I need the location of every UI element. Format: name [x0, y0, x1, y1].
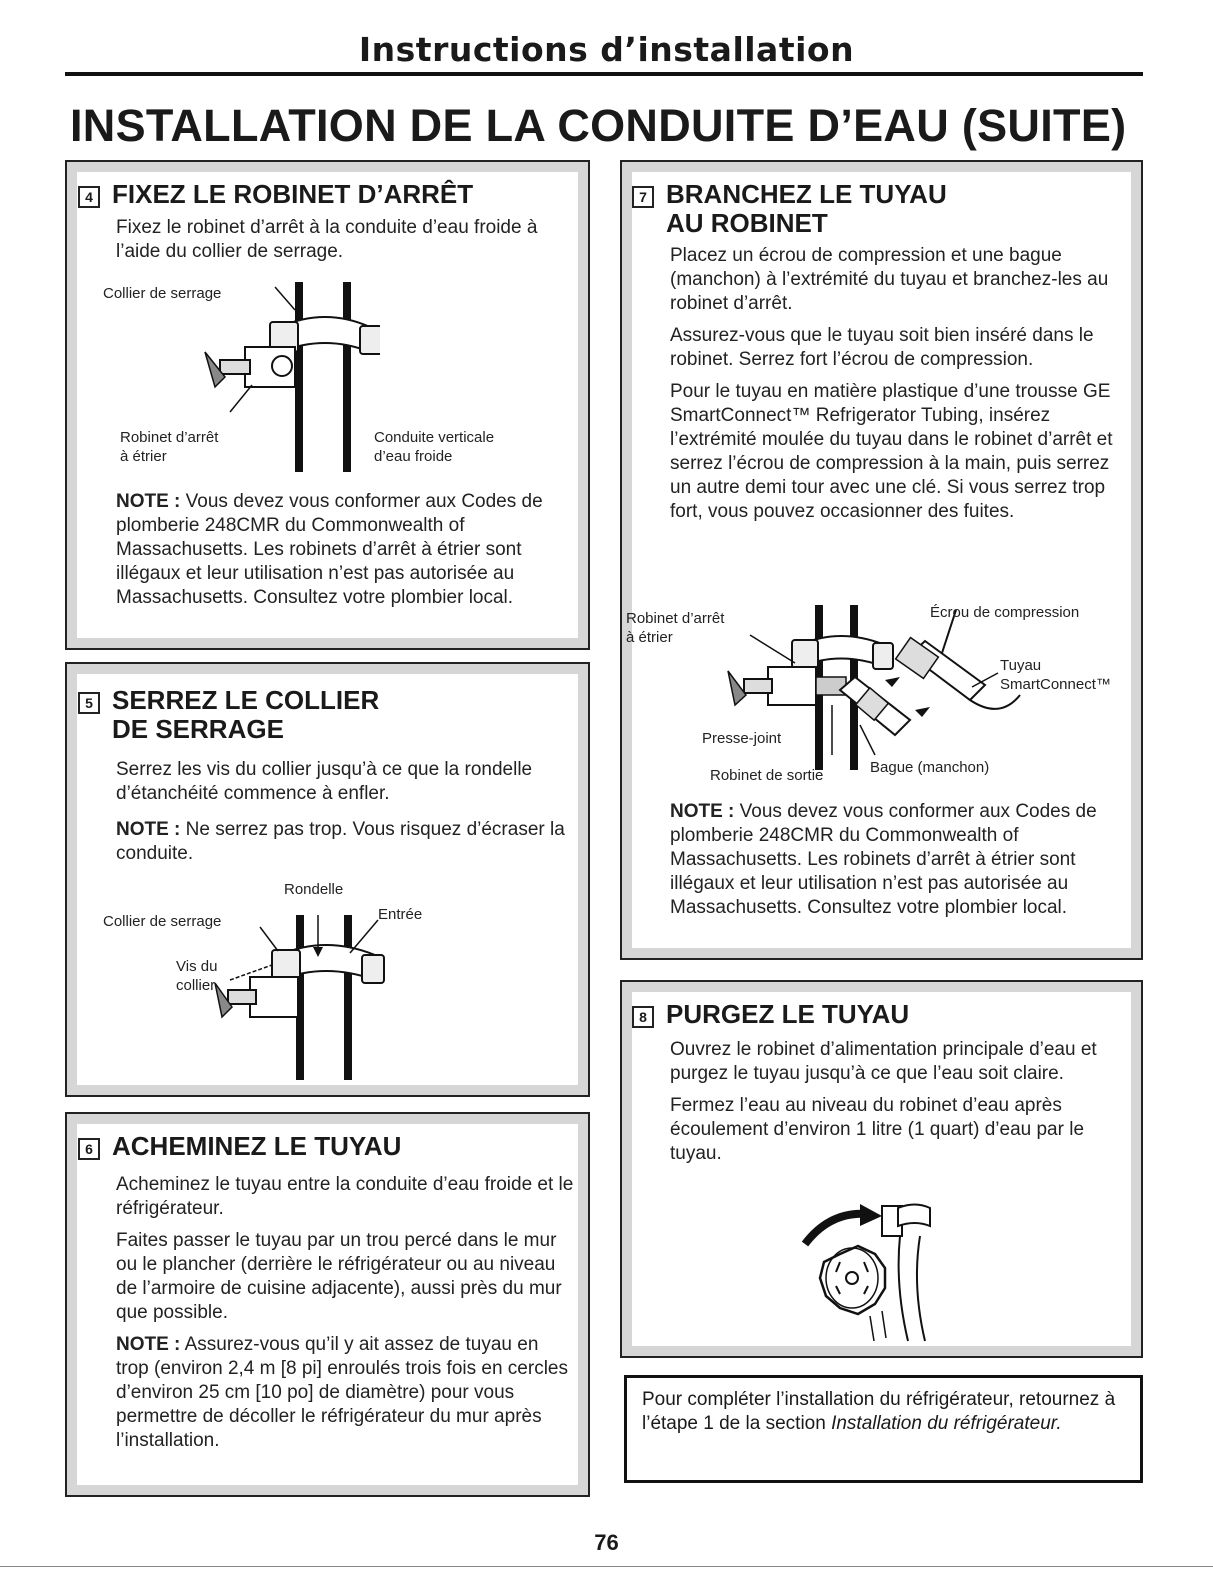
header-title: Instructions d’installation	[358, 30, 855, 69]
step-5-label-vis-2: collier	[176, 977, 216, 994]
step-7-label-tuyau-1: Tuyau	[1000, 657, 1042, 674]
step-4-note-text: Vous devez vous conformer aux Codes de plomberie 248CMR du Commonwealth of Massachusetts. Les robinets d’arrêt à étrier sont illégaux et leur utilisation n’est pas autorisée au Massachusetts. Consultez votre plombier local.	[116, 491, 543, 608]
step-5-number: 5	[78, 692, 100, 714]
valve-handle-icon	[800, 1196, 940, 1344]
step-4-label-robinet-1: Robinet d’arrêt	[120, 429, 219, 446]
step-5-title-line-1: SERREZ LE COLLIER	[112, 685, 380, 715]
step-7-paragraph-1: Placez un écrou de compression et une bague (manchon) à l’extrémité du tuyau et branchez-les au robinet d’arrêt.	[670, 245, 1109, 314]
step-6-note-label: NOTE :	[116, 1334, 181, 1355]
step-7-label-presse: Presse-joint	[702, 730, 782, 747]
step-4-heading	[78, 180, 473, 209]
header-rule	[65, 72, 1143, 76]
step-5-label-collier: Collier de serrage	[103, 913, 222, 930]
step-5-heading	[78, 686, 379, 744]
step-5-label-vis-1: Vis du	[176, 958, 218, 975]
step-6-paragraph-1: Acheminez le tuyau entre la conduite d’eau froide et le réfrigérateur.	[116, 1174, 574, 1219]
step-8-title: PURGEZ LE TUYAU	[666, 999, 910, 1029]
step-5-illustration	[210, 915, 390, 1080]
step-7-label-tuyau-2: SmartConnect™	[1000, 676, 1111, 693]
step-7-label-sortie: Robinet de sortie	[710, 767, 824, 784]
step-4-label-conduite-2: d’eau froide	[374, 448, 453, 465]
final-instruction-link: Installation du réfrigérateur.	[831, 1413, 1062, 1434]
step-4-note	[116, 490, 576, 610]
step-4-title: FIXEZ LE ROBINET D’ARRÊT	[112, 179, 474, 209]
step-5-note-label: NOTE :	[116, 819, 181, 840]
step-8-paragraph-1: Ouvrez le robinet d’alimentation principale d’eau et purgez le tuyau jusqu’à ce que l’eau soit claire.	[670, 1039, 1097, 1084]
step-5-note	[116, 818, 566, 866]
step-7-note-label: NOTE :	[670, 801, 735, 822]
step-4-number: 4	[78, 186, 100, 208]
bottom-rule	[0, 1566, 1213, 1567]
step-5-text: Serrez les vis du collier jusqu’à ce que la rondelle d’étanchéité commence à enfler.	[116, 759, 533, 804]
step-4-label-conduite-1: Conduite verticale	[374, 429, 495, 446]
step-8-heading	[632, 1000, 909, 1029]
step-5-label-rondelle: Rondelle	[284, 881, 344, 898]
page-title: INSTALLATION DE LA CONDUITE D’EAU (SUITE)	[70, 100, 1127, 151]
step-7-label-bague: Bague (manchon)	[870, 759, 990, 776]
step-7-label-ecrou: Écrou de compression	[930, 604, 1080, 621]
step-7-title-line-1: BRANCHEZ LE TUYAU	[666, 179, 947, 209]
step-6-note	[116, 1333, 576, 1453]
step-5-note-text: Ne serrez pas trop. Vous risquez d’écraser la conduite.	[116, 819, 565, 864]
step-6-heading	[78, 1132, 401, 1161]
step-7-label-robinet-2: à étrier	[626, 629, 673, 646]
step-7-text	[670, 244, 1115, 532]
step-7-note	[670, 800, 1120, 920]
step-8-text	[670, 1038, 1120, 1174]
step-4-illustration	[200, 282, 380, 472]
step-5-label-entree: Entrée	[378, 906, 423, 923]
step-4-label-robinet-2: à étrier	[120, 448, 167, 465]
page-number: 76	[594, 1530, 619, 1555]
step-4-note-label: NOTE :	[116, 491, 181, 512]
step-7-paragraph-2: Assurez-vous que le tuyau soit bien inséré dans le robinet. Serrez fort l’écrou de compression.	[670, 325, 1094, 370]
step-6-paragraph-2: Faites passer le tuyau par un trou percé dans le mur ou le plancher (derrière le réfrigérateur ou au niveau de l’armoire de cuisine adjacente), aussi près du mur que possible.	[116, 1230, 562, 1323]
final-instruction-plain: Pour compléter l’installation du réfrigérateur, retournez à l’étape 1 de la section	[642, 1389, 1116, 1434]
step-7-paragraph-3: Pour le tuyau en matière plastique d’une trousse GE SmartConnect™ Refrigerator Tubing, insérez l’extrémité moulée du tuyau dans le robinet d’arrêt et serrez l’écrou de compression à la main, puis serrez un autre demi tour avec une clé. Si vous serrez trop fort, vous pouvez occasionner des fuites.	[670, 381, 1113, 522]
step-4-label-collier: Collier de serrage	[103, 285, 222, 302]
step-4-text: Fixez le robinet d’arrêt à la conduite d’eau froide à l’aide du collier de serrage.	[116, 217, 538, 262]
step-7-number: 7	[632, 186, 654, 208]
step-8-paragraph-2: Fermez l’eau au niveau du robinet d’eau après écoulement d’environ 1 litre (1 quart) d’eau par le tuyau.	[670, 1095, 1085, 1164]
step-7-label-robinet-1: Robinet d’arrêt	[626, 610, 725, 627]
final-instruction-text	[642, 1388, 1122, 1436]
step-6-text	[116, 1173, 576, 1461]
step-7-title-line-2: AU ROBINET	[666, 208, 828, 238]
step-7-note-text: Vous devez vous conformer aux Codes de plomberie 248CMR du Commonwealth of Massachusetts. Les robinets d’arrêt à étrier sont illégaux et leur utilisation n’est pas autorisée au Massachusetts. Consultez votre plombier local.	[670, 801, 1097, 918]
step-7-heading	[632, 180, 947, 238]
step-6-note-text: Assurez-vous qu’il y ait assez de tuyau en trop (environ 2,4 m [8 pi] enroulés trois fois en cercles d’environ 25 cm [10 po] de diamètre) pour vous permettre de décoller le réfrigérateur du mur après l’installation.	[116, 1334, 568, 1451]
step-5-title-line-2: DE SERRAGE	[112, 714, 284, 744]
step-8-number: 8	[632, 1006, 654, 1028]
step-6-number: 6	[78, 1138, 100, 1160]
step-6-title: ACHEMINEZ LE TUYAU	[112, 1131, 402, 1161]
